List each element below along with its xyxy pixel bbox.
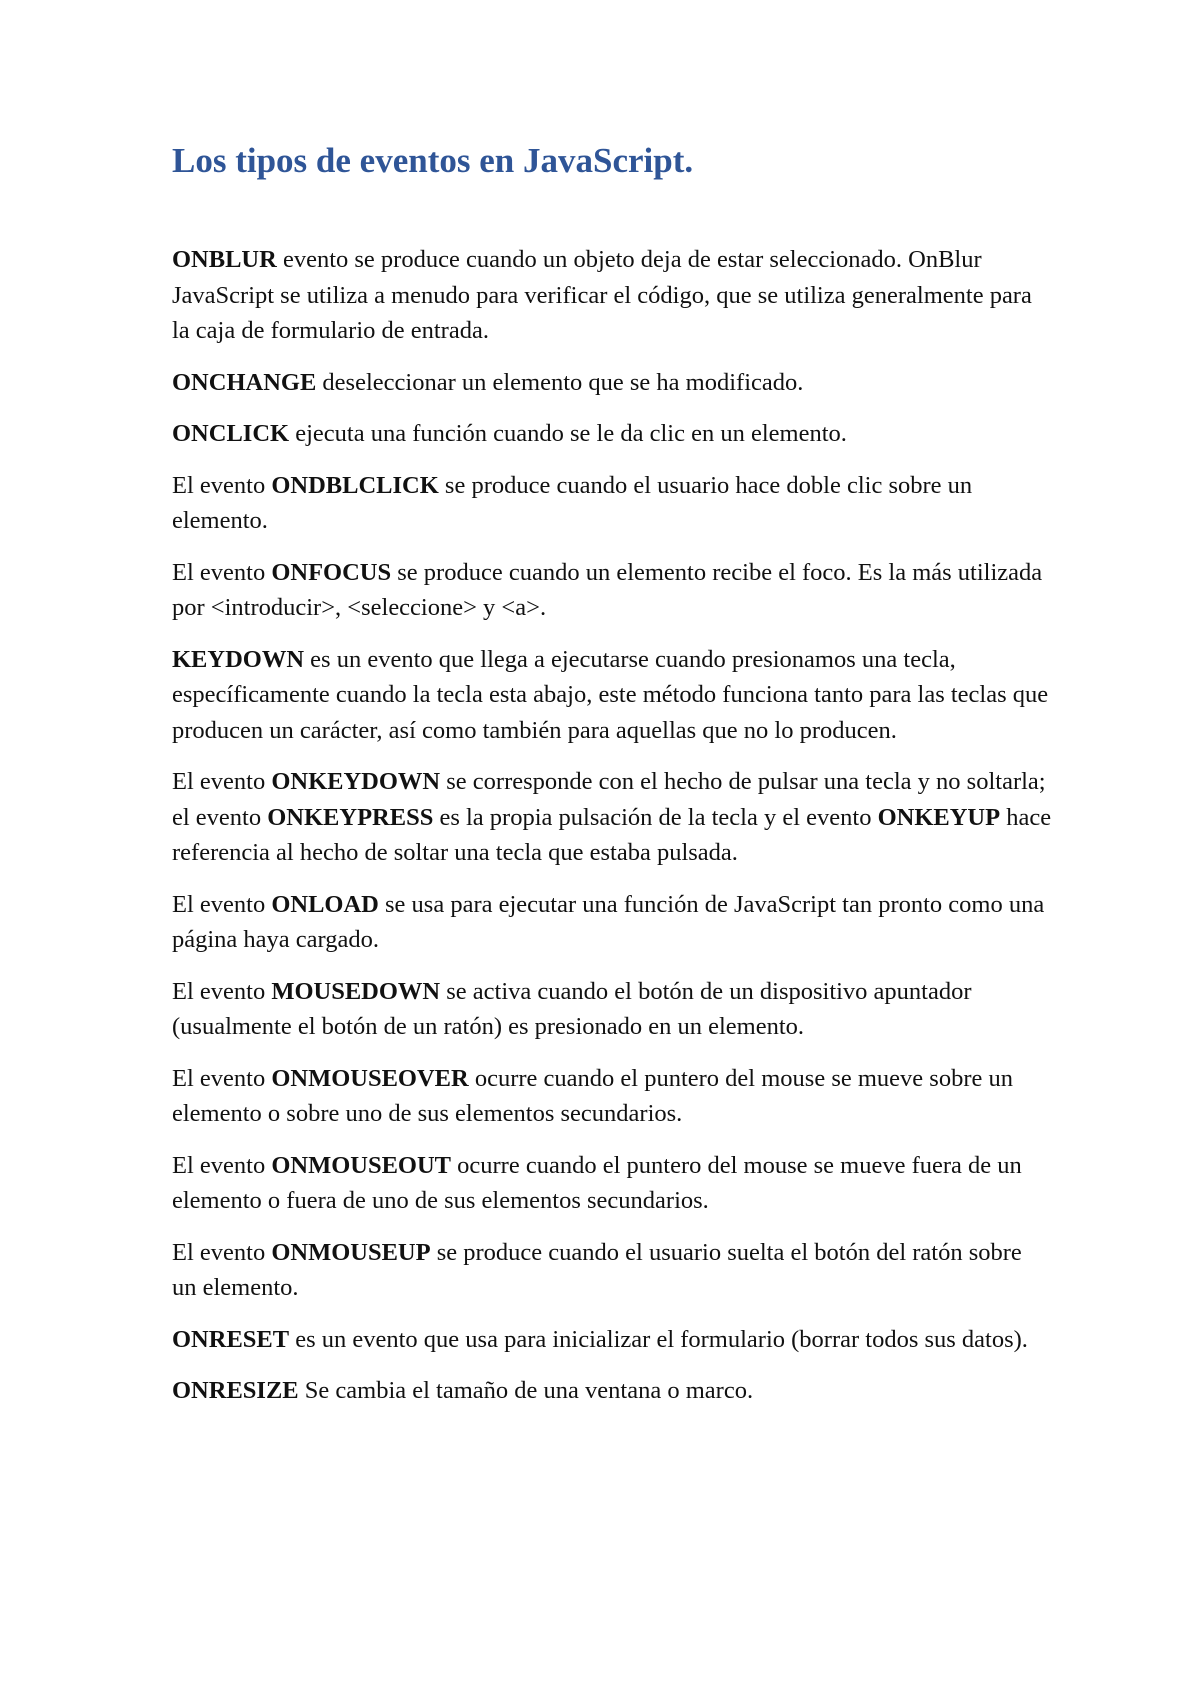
paragraph-text: evento se produce cuando un objeto deja de estar seleccionado. OnBlur JavaScript se utiliza a menudo para verificar el código, que se utiliza generalmente para la caja de formulario de entrada. [172, 246, 1032, 344]
event-name: ONCHANGE [172, 368, 317, 396]
paragraph [172, 1373, 1052, 1409]
paragraph-text: ocurre cuando el puntero del mouse se mueve fuera de un elemento o fuera de uno de sus elementos secundarios. [172, 1151, 1022, 1214]
paragraph-text: El evento [172, 558, 272, 586]
paragraph-text: ejecuta una función cuando se le da clic en un elemento. [289, 420, 847, 447]
event-name: ONKEYPRESS [267, 803, 434, 831]
event-name: ONDBLCLICK [271, 471, 439, 499]
paragraph [172, 416, 1052, 452]
paragraph-text: se usa para ejecutar una función de JavaScript tan pronto como una página haya cargado. [172, 890, 1045, 953]
paragraph [172, 555, 1052, 626]
paragraph [172, 365, 1052, 401]
paragraph-text: se produce cuando el usuario suelta el botón del ratón sobre un elemento. [172, 1238, 1022, 1301]
event-name: ONRESET [172, 1325, 290, 1353]
paragraph [172, 242, 1052, 349]
document-body [172, 242, 1052, 1409]
paragraph-text: El evento [172, 1238, 272, 1266]
paragraph-text: ocurre cuando el puntero del mouse se mueve sobre un elemento o sobre uno de sus elementos secundarios. [172, 1064, 1013, 1127]
event-name: ONMOUSEOVER [271, 1064, 469, 1092]
paragraph-text: se activa cuando el botón de un dispositivo apuntador (usualmente el botón de un ratón) es presionado en un elemento. [172, 977, 972, 1040]
paragraph-text: El evento [172, 1064, 272, 1092]
paragraph [172, 1322, 1052, 1358]
event-name: KEYDOWN [172, 645, 305, 673]
paragraph [172, 1061, 1052, 1132]
paragraph-text: es un evento que llega a ejecutarse cuando presionamos una tecla, específicamente cuando la tecla esta abajo, este método funciona tanto para las teclas que producen un carácter, así como también para aquellas que no lo producen. [172, 645, 1049, 744]
event-name: ONLOAD [271, 890, 379, 918]
document-title: Los tipos de eventos en JavaScript. [172, 141, 694, 180]
paragraph-text: Se cambia el tamaño de una ventana o marco. [298, 1377, 754, 1404]
paragraph-text: se corresponde con el hecho de pulsar una tecla y no soltarla; el evento [172, 768, 1046, 831]
paragraph [172, 1235, 1052, 1306]
paragraph-text: El evento [172, 471, 272, 499]
paragraph-text: El evento [172, 890, 272, 918]
paragraph-text: es la propia pulsación de la tecla y el evento [433, 803, 878, 831]
paragraph-text: se produce cuando un elemento recibe el foco. Es la más utilizada por <introducir>, <seleccione> y <a>. [172, 558, 1043, 621]
event-name: ONKEYUP [877, 803, 1001, 831]
event-name: ONCLICK [172, 420, 290, 447]
event-name: ONBLUR [172, 246, 277, 273]
paragraph [172, 764, 1052, 871]
event-name: ONMOUSEOUT [271, 1151, 452, 1179]
paragraph [172, 1148, 1052, 1219]
paragraph-text: El evento [172, 1151, 272, 1179]
event-name: ONMOUSEUP [271, 1238, 431, 1266]
paragraph [172, 642, 1052, 749]
paragraph-text: es un evento que usa para inicializar el formulario (borrar todos sus datos). [289, 1325, 1028, 1353]
event-name: MOUSEDOWN [271, 977, 441, 1005]
paragraph [172, 468, 1052, 539]
event-name: ONFOCUS [271, 558, 392, 586]
paragraph-text: hace referencia al hecho de soltar una tecla que estaba pulsada. [172, 803, 1052, 866]
paragraph-text: deseleccionar un elemento que se ha modificado. [316, 368, 804, 396]
document-page [172, 140, 1052, 1425]
paragraph-text: El evento [172, 768, 272, 795]
paragraph [172, 887, 1052, 958]
event-name: ONKEYDOWN [271, 768, 441, 795]
paragraph [172, 974, 1052, 1045]
paragraph-text: se produce cuando el usuario hace doble clic sobre un elemento. [172, 471, 973, 534]
event-name: ONRESIZE [172, 1377, 299, 1404]
paragraph-text: El evento [172, 977, 272, 1005]
